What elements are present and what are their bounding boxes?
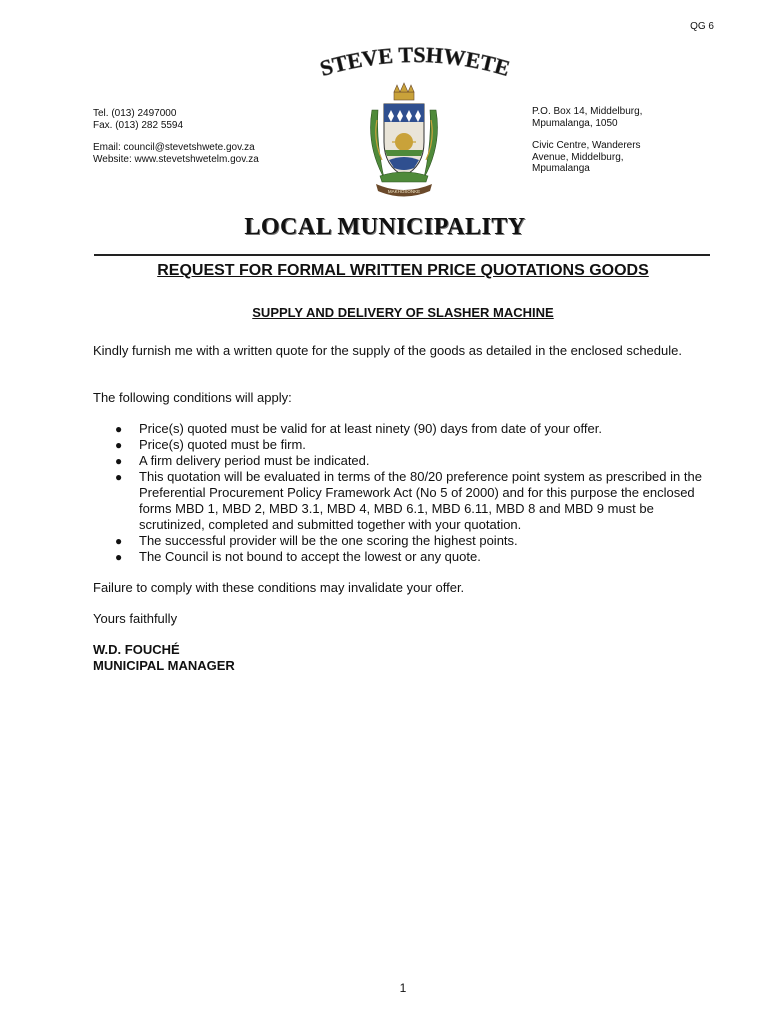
conditions-intro: The following conditions will apply:	[93, 390, 292, 405]
condition-item: ● Price(s) quoted must be valid for at least ninety (90) days from date of your offer.	[115, 421, 602, 436]
intro-paragraph: Kindly furnish me with a written quote for the supply of the goods as detailed in the enclosed schedule.	[93, 343, 682, 358]
condition-item: ● The successful provider will be the one scoring the highest points.	[115, 533, 518, 548]
condition-item: ● The Council is not bound to accept the lowest or any quote.	[115, 549, 481, 564]
svg-text:STEVE TSHWETE	[317, 42, 513, 81]
bullet-icon: ●	[115, 534, 123, 548]
fax: Fax. (013) 282 5594	[93, 119, 184, 131]
condition-item: ● This quotation will be evaluated in terms of the 80/20 preference point system as prescribed in the Preferential Procurement Policy Framework Act (No 5 of 2000) and for this purpose the enclosed forms MBD 1, MBD 2, MBD 3.1, MBD 4, MBD 6.1, MBD 6.11, MBD 8 and MBD 9 must be scrutinized, completed and submitted together with your quotation.	[115, 469, 702, 532]
signatory-block	[93, 642, 718, 674]
bullet-icon: ●	[115, 470, 123, 484]
signatory-title: MUNICIPAL MANAGER	[93, 658, 235, 673]
physical-line-2: Avenue, Middelburg,	[532, 151, 624, 163]
conditions-list	[93, 421, 718, 565]
postal-line-2: Mpumalanga, 1050	[532, 117, 618, 129]
coat-of-arms-icon	[364, 80, 444, 200]
municipality-subtitle: LOCAL MUNICIPALITY	[244, 214, 526, 240]
crest-motto: MAKHOSONKE	[387, 189, 421, 194]
document-heading: REQUEST FOR FORMAL WRITTEN PRICE QUOTATIONS GOODS	[157, 262, 649, 279]
physical-line-3: Mpumalanga	[532, 163, 590, 174]
bullet-icon: ●	[115, 454, 123, 468]
closing-salutation: Yours faithfully	[93, 611, 178, 626]
contact-block-right	[532, 106, 672, 177]
municipality-name: STEVE TSHWETE	[317, 41, 513, 81]
page-number: 1	[399, 981, 407, 995]
email: Email: council@stevetshwete.gov.za	[93, 142, 255, 153]
failure-note: Failure to comply with these conditions may invalidate your offer.	[93, 580, 465, 595]
form-code: QG 6	[690, 21, 714, 32]
telephone: Tel. (013) 2497000	[93, 108, 177, 119]
bullet-icon: ●	[115, 550, 123, 564]
condition-item: ● A firm delivery period must be indicated.	[115, 453, 370, 468]
website: Website: www.stevetshwetelm.gov.za	[93, 153, 259, 165]
document-subheading: SUPPLY AND DELIVERY OF SLASHER MACHINE	[252, 305, 554, 320]
postal-line-1: P.O. Box 14, Middelburg,	[532, 106, 643, 117]
signatory-name: W.D. FOUCHÉ	[93, 642, 180, 657]
condition-item: ● Price(s) quoted must be firm.	[115, 437, 306, 452]
contact-block-left	[93, 108, 259, 165]
bullet-icon: ●	[115, 438, 123, 452]
physical-line-1: Civic Centre, Wanderers	[532, 140, 641, 151]
bullet-icon: ●	[115, 422, 123, 436]
header-divider	[94, 254, 710, 256]
